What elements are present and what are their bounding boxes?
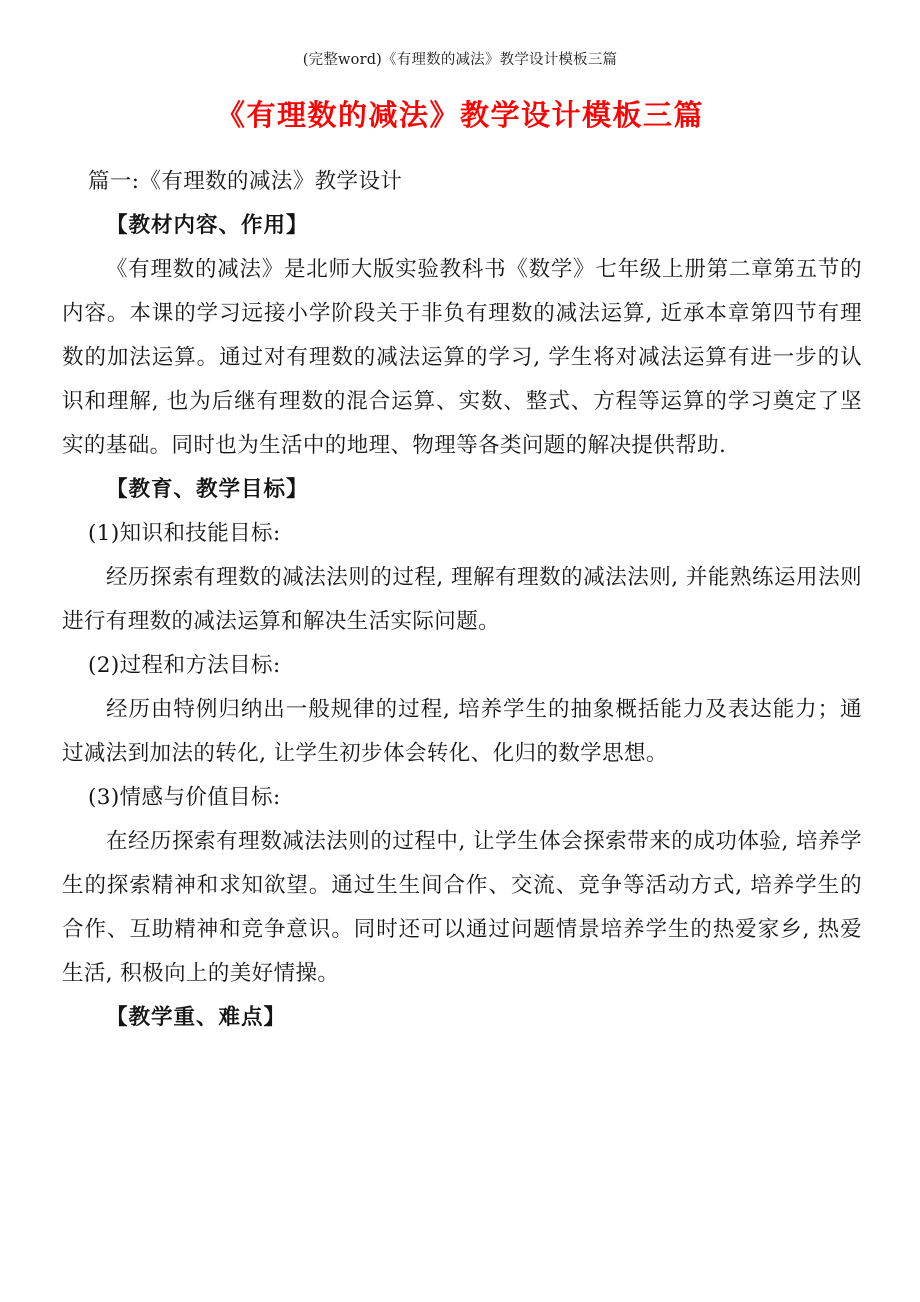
goal-body-emotion-value: 在经历探索有理数减法法则的过程中, 让学生体会探索带来的成功体验, 培养学生的探索精神和求知欲望。通过生生间合作、交流、竞争等活动方式, 培养学生的合作、互助精神和竞争意识。同时还可以通过问题情景培养学生的热爱家乡, 热爱生活, 积极向上的美好情操。 xyxy=(62,829,862,986)
section-label-piece-one: 篇一:《有理数的减法》教学设计 xyxy=(88,169,403,194)
heading-education-goals: 【教育、教学目标】 xyxy=(106,477,309,502)
goal-label-process-method: (2)过程和方法目标: xyxy=(88,653,281,678)
goal-body-process-method: 经历由特例归纳出一般规律的过程, 培养学生的抽象概括能力及表达能力；通过减法到加法的转化, 让学生初步体会转化、化归的数学思想。 xyxy=(62,697,862,766)
goal-body-knowledge-skill: 经历探索有理数的减法法则的过程, 理解有理数的减法法则, 并能熟练运用法则进行有理数的减法运算和解决生活实际问题。 xyxy=(62,565,862,634)
paragraph-teaching-material-body: 《有理数的减法》是北师大版实验教科书《数学》七年级上册第二章第五节的内容。本课的学习远接小学阶段关于非负有理数的减法运算, 近承本章第四节有理数的加法运算。通过对有理数的减法运算的学习, 学生将对减法运算有进一步的认识和理解, 也为后继有理数的混合运算、实数、整式、方程等运算的学习奠定了坚实的基础。同时也为生活中的地理、物理等各类问题的解决提供帮助. xyxy=(62,257,862,458)
running-header: (完整word)《有理数的减法》教学设计模板三篇 xyxy=(302,52,618,68)
document-title: 《有理数的减法》教学设计模板三篇 xyxy=(215,98,704,132)
goal-label-knowledge-skill: (1)知识和技能目标: xyxy=(88,521,281,546)
document-body xyxy=(62,160,862,1040)
heading-key-difficult-points: 【教学重、难点】 xyxy=(106,1005,287,1030)
goal-label-emotion-value: (3)情感与价值目标: xyxy=(88,785,281,810)
heading-teaching-material: 【教材内容、作用】 xyxy=(106,213,309,238)
